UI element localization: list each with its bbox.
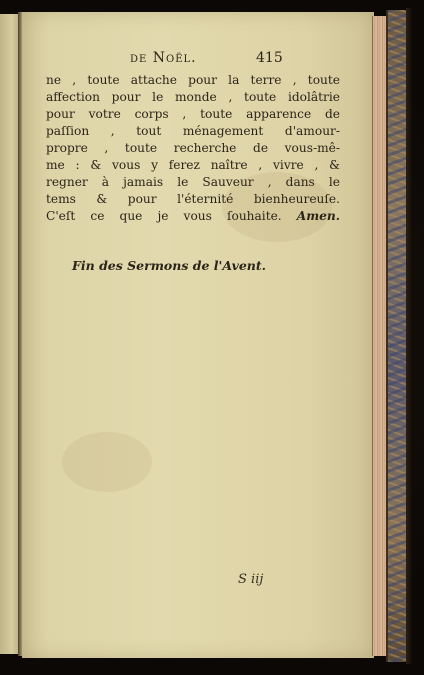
text-line: propre , toute recherche de vous-mê- <box>46 141 340 155</box>
text-line: ne , toute attache pour la terre , toute <box>46 73 340 87</box>
finis-heading: Fin des Sermons de l'Avent. <box>72 258 266 273</box>
text-line: regner à jamais le Sauveur , dans le <box>46 175 340 189</box>
page-number: 415 <box>256 50 283 66</box>
page-edges-stack <box>372 16 387 656</box>
amen-word: Amen. <box>296 209 340 223</box>
text-line: pour votre corps , toute apparence de <box>46 107 340 121</box>
closing-line <box>46 208 340 225</box>
text-line: paſſion , tout ménagement d'amour- <box>46 124 340 138</box>
text-line: affection pour le monde , toute idolâtrie <box>46 90 340 104</box>
closing-text: C'eſt ce que je vous ſouhaite. <box>46 209 282 223</box>
paper-stain <box>62 432 152 492</box>
signature-mark: S iij <box>238 572 264 587</box>
board-rim <box>406 8 412 664</box>
body-text <box>46 72 344 225</box>
text-line: tems & pour l'éternité bienheureuſe. <box>46 192 340 206</box>
running-head <box>130 50 330 70</box>
text-line: me : & vous y ferez naître , vivre , & <box>46 158 340 172</box>
running-title: de Noël. <box>130 50 197 66</box>
